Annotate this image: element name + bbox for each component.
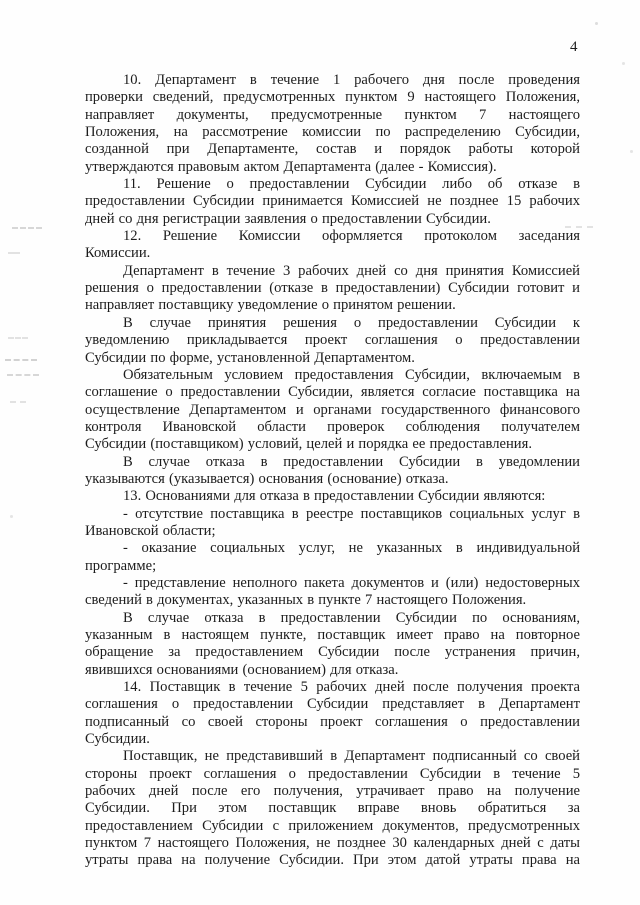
scan-artifact [8, 337, 28, 339]
text-line: 13. Основаниями для отказа в предоставлении Субсидии являются: [123, 488, 546, 505]
text-line: рабочих дней после его получения, утрачивает право на получение [85, 783, 580, 800]
text-line: контроля Ивановской области проверок соблюдения получателем [85, 418, 580, 435]
text-line: - представление неполного пакета документов и (или) недостоверных [123, 574, 580, 591]
text-line: направляет поставщику уведомление о принятом решении. [85, 297, 456, 314]
text-line: соглашение о предоставлении Субсидии, является согласие поставщика на [85, 384, 580, 401]
text-line: - отсутствие поставщика в реестре поставщиков социальных услуг в [123, 505, 580, 522]
text-line: направляет документы, предусмотренные пунктом 7 настоящего [85, 106, 580, 123]
text-line: Обязательным условием предоставления Субсидии, включаемым в [123, 366, 580, 383]
text-line: Субсидии (поставщиком) условий, целей и порядка ее предоставления. [85, 436, 532, 453]
text-line: Поставщик, не представивший в Департамент подписанный со своей [123, 748, 580, 765]
text-line: Положения, на рассмотрение комиссии по распределению Субсидии, [85, 124, 580, 141]
scan-artifact [630, 150, 633, 153]
text-line: сведений в документах, указанных в пункте 7 настоящего Положения. [85, 592, 527, 609]
text-line: решения о предоставлении (отказе в предоставлении) Субсидии готовит и [85, 280, 580, 297]
text-line: 11. Решение о предоставлении Субсидии либо об отказе в [123, 176, 580, 193]
text-line: стороны проект соглашения о предоставлении Субсидии в течение 5 [85, 765, 580, 782]
scan-artifact [10, 401, 26, 403]
text-line: Субсидии по форме, установленной Департаментом. [85, 349, 415, 366]
scan-artifact [12, 227, 42, 229]
text-line: - оказание социальных услуг, не указанных в индивидуальной [123, 540, 580, 557]
text-line: уведомлению прикладывается проект соглашения о предоставлении [85, 332, 580, 349]
text-line: указываются (указывается) основания (основание) отказа. [85, 470, 449, 487]
text-line: Комиссии. [85, 245, 151, 262]
text-line: В случае отказа в предоставлении Субсидии по основаниям, [123, 609, 580, 626]
scan-artifact [595, 22, 598, 25]
text-line: соглашения о предоставлении Субсидии представляет в Департамент [85, 696, 580, 713]
text-line: проверки сведений, предусмотренных пунктом 9 настоящего Положения, [85, 89, 580, 106]
text-line: утраты права на получение Субсидии. При этом датой утраты права на [85, 852, 580, 869]
text-line: указанным в настоящем пункте, поставщик имеет право на повторное [85, 627, 580, 643]
text-line: пунктом 7 настоящего Положения, не позднее 30 календарных дней с даты [85, 835, 580, 852]
text-line: 12. Решение Комиссии оформляется протоколом заседания [123, 228, 580, 245]
text-line: программе; [85, 557, 157, 574]
text-line: подписанный со своей стороны проект соглашения о предоставлении [85, 713, 580, 730]
text-line: Субсидии. При этом поставщик вправе вновь обратиться за [85, 800, 580, 817]
text-line: Ивановской области; [85, 522, 216, 539]
text-line: Субсидии. [85, 731, 150, 748]
scan-artifact [5, 359, 37, 361]
text-line: утверждаются правовым актом Департамента (далее - Комиссия). [85, 158, 497, 175]
text-line: созданной при Департаменте, состав и порядок работы которой [85, 141, 580, 158]
text-line: Департамент в течение 3 рабочих дней со дня принятия Комиссией [123, 262, 580, 279]
text-line: обращение за предоставлением Субсидии после устранения причин, [85, 644, 580, 661]
text-line: 10. Департамент в течение 1 рабочего дня после проведения [123, 72, 580, 88]
page-number: 4 [570, 39, 578, 55]
text-line: В случае принятия решения о предоставлении Субсидии к [123, 314, 580, 331]
scan-artifact [10, 515, 13, 518]
text-line: осуществление Департаментом и органами государственного финансового [85, 401, 580, 418]
scan-artifact [8, 252, 20, 254]
document-text [85, 72, 580, 870]
text-line: явившихся основаниями (основанием) для отказа. [85, 661, 399, 678]
scan-artifact [622, 62, 625, 65]
scan-artifact [7, 374, 39, 376]
text-line: дней со дня регистрации заявления о предоставлении Субсидии. [85, 210, 491, 227]
text-line: 14. Поставщик в течение 5 рабочих дней после получения проекта [123, 679, 580, 696]
text-line: предоставлением Субсидии с приложением документов, предусмотренных [85, 817, 580, 834]
text-line: предоставлении Субсидии принимается Комиссией не позднее 15 рабочих [85, 193, 580, 210]
text-line: В случае отказа в предоставлении Субсидии в уведомлении [123, 453, 580, 470]
